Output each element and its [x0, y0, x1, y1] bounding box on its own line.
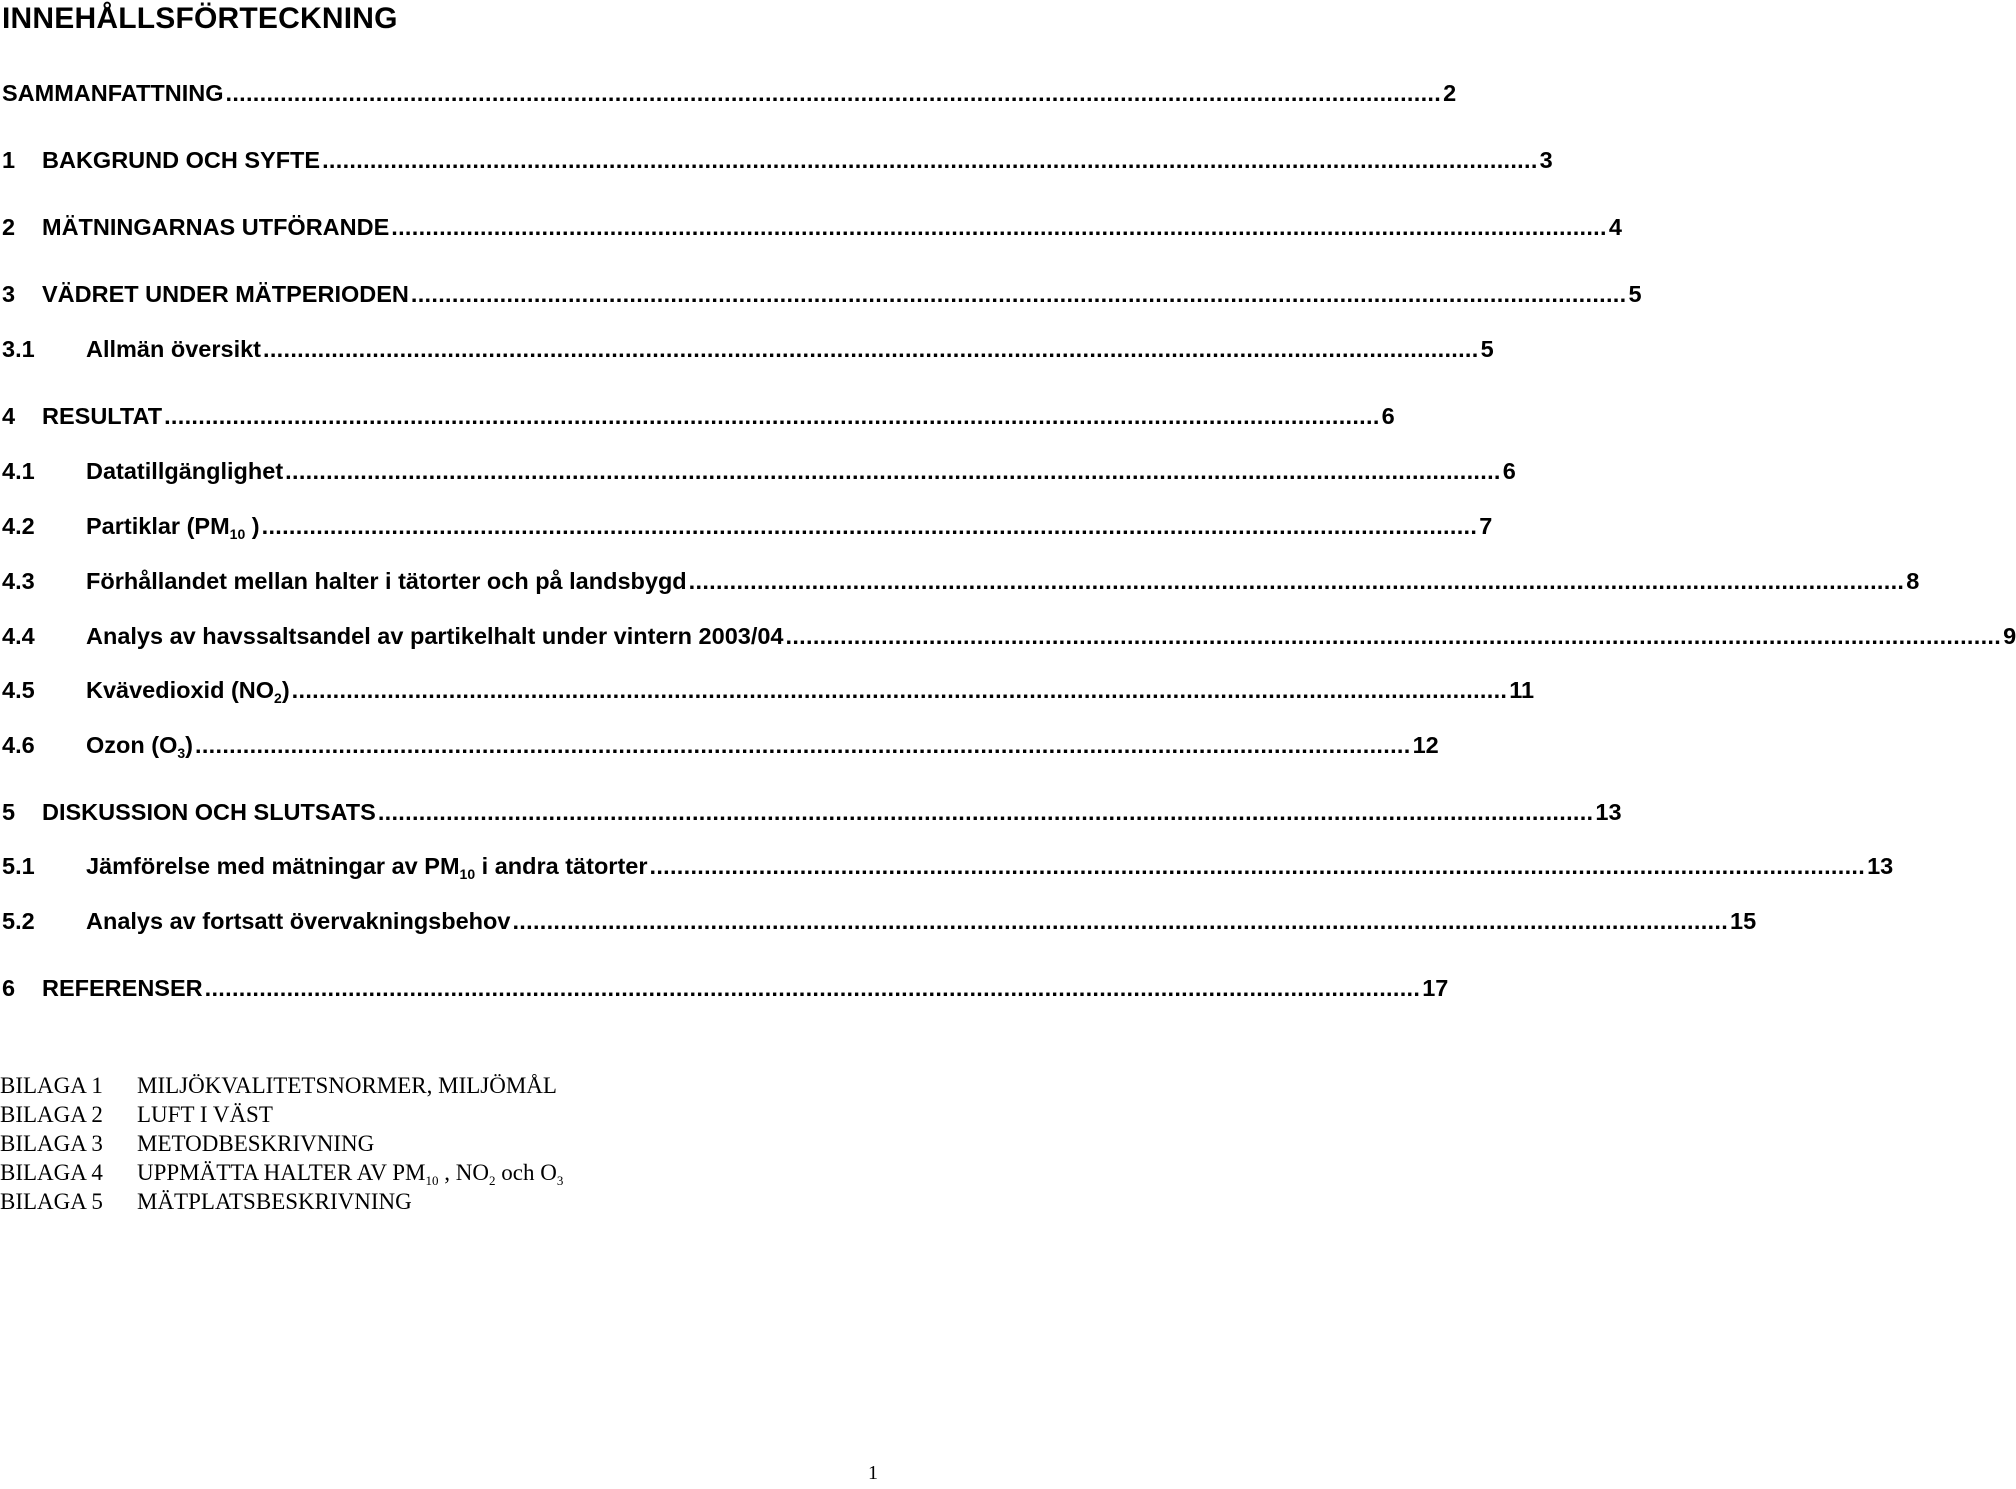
toc-entry-text: Kvävedioxid $(NO_2)$	[86, 677, 290, 706]
toc-entry[interactable]	[2, 853, 1894, 883]
appendix-label: BILAGA 1	[0, 1073, 103, 1098]
toc-entry[interactable]	[2, 458, 1516, 488]
toc-entry-text: BAKGRUND OCH SYFTE	[42, 147, 321, 173]
toc-page-number: 3	[1539, 147, 1553, 173]
toc-page-number: 6	[1502, 458, 1516, 484]
toc-page-number: 17	[1422, 975, 1449, 1001]
toc-entry-number: 5	[2, 799, 16, 825]
toc-page-number: 11	[1509, 677, 1535, 703]
toc-page-number: 6	[1381, 403, 1395, 429]
toc-entry-number: 2	[2, 214, 16, 240]
appendix-entry[interactable]	[0, 1102, 960, 1130]
toc-page-number: 7	[1479, 513, 1493, 539]
toc-entry-text: Förhållandet mellan halter i tätorter och på landsbygd	[86, 568, 687, 594]
toc-page-number: 13	[1867, 853, 1894, 879]
dot-leader: ..................................................................................................................................................................................	[688, 568, 1905, 594]
toc-entry-number: 4.1	[2, 458, 35, 484]
toc-entry[interactable]	[2, 403, 1395, 433]
toc-entry-number: 3.1	[2, 336, 35, 362]
toc-page-number: 2	[1443, 80, 1457, 106]
toc-entry-text: Datatillgänglighet	[86, 458, 284, 484]
dot-leader: ..................................................................................................................................................................................	[261, 513, 1478, 539]
toc-entry-number: 4.2	[2, 513, 35, 539]
toc-entry-text: MÄTNINGARNAS UTFÖRANDE	[42, 214, 390, 240]
toc-entry-text: DISKUSSION OCH SLUTSATS	[42, 799, 376, 825]
dot-leader: ..................................................................................................................................................................................	[195, 732, 1411, 758]
toc-entry-text: RESULTAT	[42, 403, 163, 429]
appendix-title: UPPMÄTTA HALTER AV $PM_{10}$ , $NO_2$ och $O_3$	[137, 1160, 564, 1188]
dot-leader: ..................................................................................................................................................................................	[291, 677, 1508, 703]
dot-leader: ..................................................................................................................................................................................	[512, 908, 1729, 934]
appendix-entry[interactable]	[0, 1160, 960, 1188]
dot-leader: ..................................................................................................................................................................................	[649, 853, 1866, 879]
toc-entry[interactable]	[2, 147, 1553, 177]
toc-entry-text: Analys av fortsatt övervakningsbehov	[86, 908, 511, 934]
appendix-entry[interactable]	[0, 1131, 960, 1159]
toc-page-number: 5	[1628, 281, 1642, 307]
toc-entry-number: 6	[2, 975, 16, 1001]
toc-entry[interactable]	[2, 975, 1449, 1005]
toc-entry-number: 5.2	[2, 908, 35, 934]
toc-entry-number: 4.3	[2, 568, 35, 594]
toc-entry[interactable]	[2, 732, 1439, 762]
toc-entry[interactable]	[2, 908, 1757, 938]
toc-entry-text: SAMMANFATTNING	[2, 80, 224, 106]
toc-entry-text: REFERENSER	[42, 975, 203, 1001]
appendix-title: MILJÖKVALITETSNORMER, MILJÖMÅL	[137, 1073, 557, 1098]
toc-entry[interactable]	[2, 677, 1535, 707]
toc-entry[interactable]	[2, 336, 1494, 366]
page-number: 1	[868, 1462, 878, 1484]
dot-leader: ..................................................................................................................................................................................	[785, 623, 2002, 649]
appendix-title: METODBESKRIVNING	[137, 1131, 375, 1156]
dot-leader: ..................................................................................................................................................................................	[263, 336, 1479, 362]
toc-entry[interactable]	[2, 281, 1642, 311]
toc-page-number: 12	[1412, 732, 1439, 758]
toc-entry-text: Ozon $(O_3)$	[86, 732, 193, 761]
toc-entry-number: 4.6	[2, 732, 35, 758]
dot-leader: ..................................................................................................................................................................................	[204, 975, 1421, 1001]
dot-leader: ..................................................................................................................................................................................	[391, 214, 1607, 240]
appendix-label: BILAGA 3	[0, 1131, 103, 1156]
toc-entry-number: 4.4	[2, 623, 35, 649]
toc-entry-number: 3	[2, 281, 16, 307]
toc-page-number: 5	[1480, 336, 1494, 362]
appendix-entry[interactable]	[0, 1189, 960, 1217]
dot-leader: ..................................................................................................................................................................................	[225, 80, 1442, 106]
appendix-label: BILAGA 5	[0, 1189, 103, 1214]
toc-entry[interactable]	[2, 214, 1622, 244]
toc-entry-number: 4.5	[2, 677, 35, 703]
dot-leader: ..................................................................................................................................................................................	[164, 403, 1380, 429]
toc-page-number: 15	[1730, 908, 1757, 934]
dot-leader: ..................................................................................................................................................................................	[377, 799, 1594, 825]
toc-entry[interactable]	[2, 568, 1920, 598]
dot-leader: ..................................................................................................................................................................................	[322, 147, 1538, 173]
toc-entry-text: Allmän översikt	[86, 336, 262, 362]
toc-page-number: 4	[1608, 214, 1622, 240]
toc-page-number: 13	[1595, 799, 1622, 825]
dot-leader: ..................................................................................................................................................................................	[285, 458, 1501, 484]
dot-leader: ..................................................................................................................................................................................	[410, 281, 1627, 307]
toc-entry-number: 5.1	[2, 853, 35, 879]
toc-entry[interactable]	[2, 513, 1493, 543]
toc-heading: INNEHÅLLSFÖRTECKNING	[2, 2, 398, 35]
toc-entry-text: Partiklar ($PM_{10}$ )	[86, 513, 260, 542]
toc-entry-text: Jämförelse med mätningar av $PM_{10}$ i andra tätorter	[86, 853, 648, 882]
toc-entry-text: Analys av havssaltsandel av partikelhalt under vintern 2003/04	[86, 623, 784, 649]
appendix-label: BILAGA 2	[0, 1102, 103, 1127]
toc-entry-number: 4	[2, 403, 16, 429]
toc-entry[interactable]	[2, 623, 2016, 653]
appendix-title: MÄTPLATSBESKRIVNING	[137, 1189, 412, 1214]
toc-entry-text: VÄDRET UNDER MÄTPERIODEN	[42, 281, 409, 307]
toc-entry[interactable]	[2, 799, 1622, 829]
appendix-title: LUFT I VÄST	[137, 1102, 273, 1127]
toc-entry[interactable]	[2, 80, 1457, 110]
appendix-entry[interactable]	[0, 1073, 960, 1101]
toc-page-number: 9	[2003, 623, 2016, 649]
toc-page-number: 8	[1906, 568, 1920, 594]
appendix-label: BILAGA 4	[0, 1160, 103, 1185]
toc-entry-number: 1	[2, 147, 16, 173]
